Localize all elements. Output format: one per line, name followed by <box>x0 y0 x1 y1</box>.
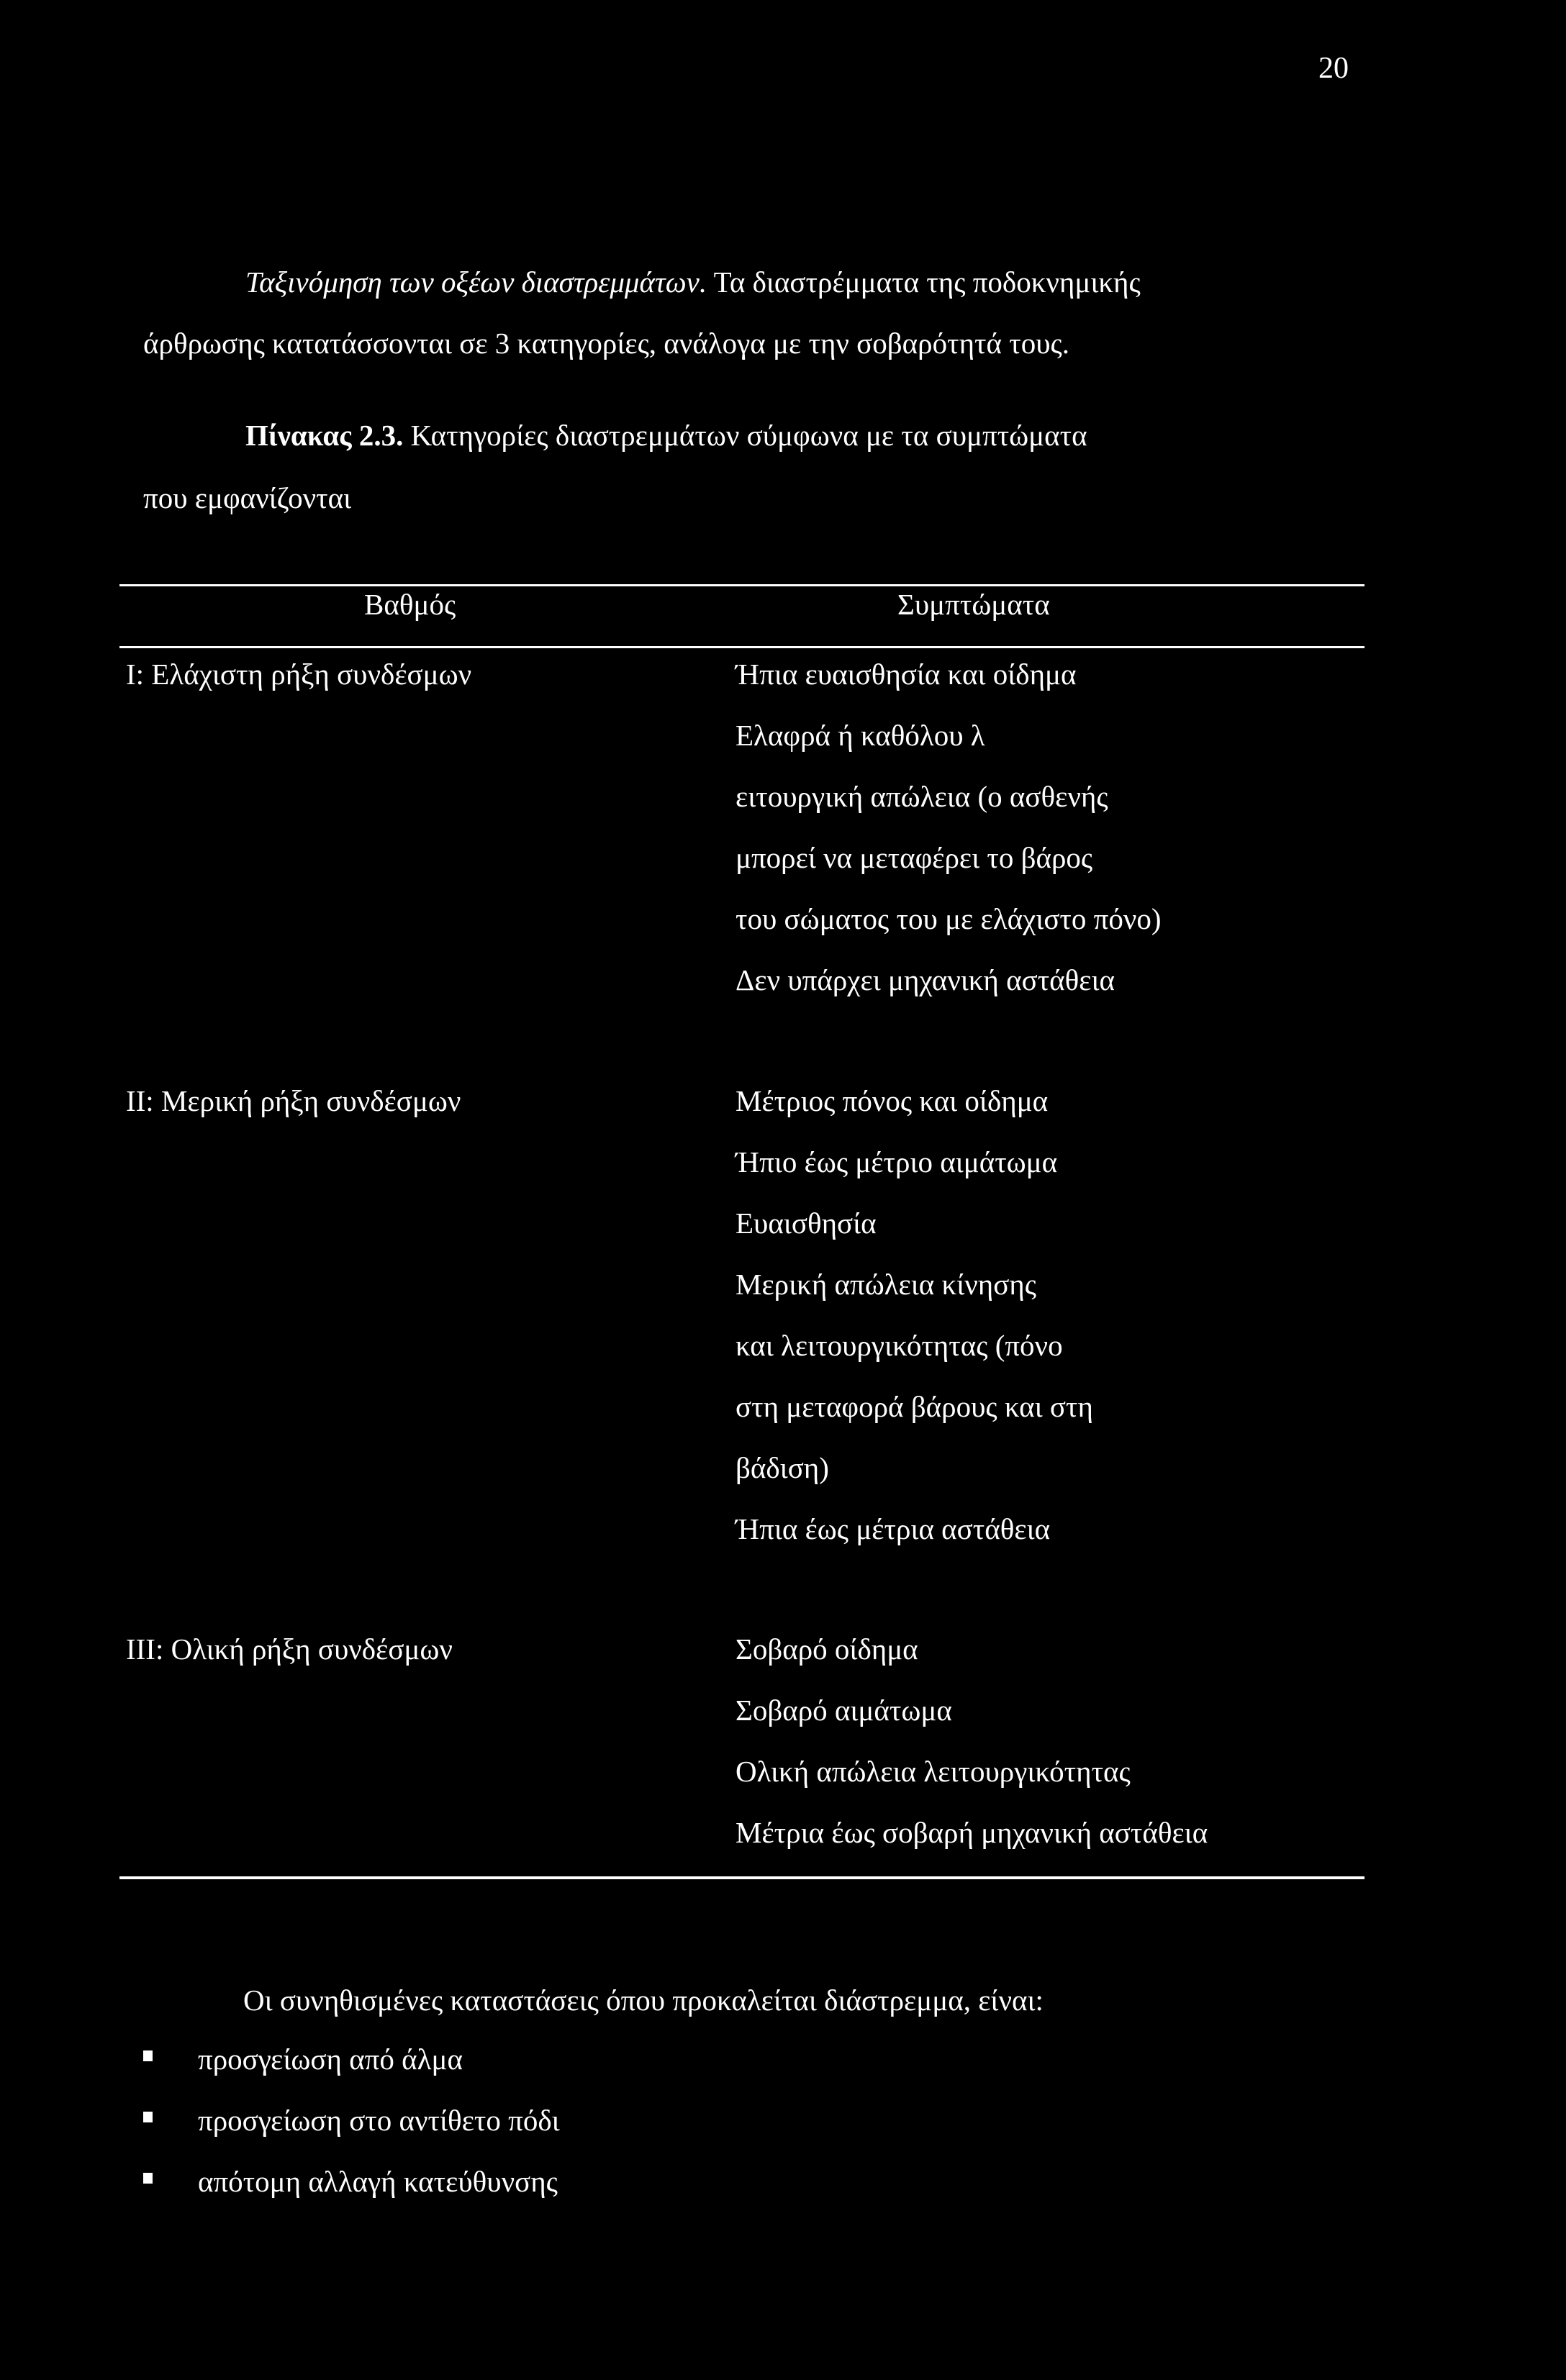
page-number: 20 <box>1318 52 1349 85</box>
symptom-line: και λειτουργικότητας (πόνο <box>736 1329 1063 1362</box>
table-header-symptoms: Συμπτώματα <box>897 588 1050 621</box>
symptom-line: του σώματος του με ελάχιστο πόνο) <box>736 902 1162 935</box>
square-bullet-icon <box>143 2050 153 2061</box>
intro-italic-lead: Ταξινόμηση των οξέων διαστρεμμάτων. <box>245 265 707 299</box>
grade-2-label: ΙΙ: Μερική ρήξη συνδέσμων <box>126 1084 461 1117</box>
symptom-line: Ήπιο έως μέτριο αιμάτωμα <box>736 1145 1058 1178</box>
symptom-line: Σοβαρό οίδημα <box>736 1632 918 1666</box>
symptom-line: στη μεταφορά βάρους και στη <box>736 1390 1093 1423</box>
list-item-text: προσγείωση στο αντίθετο πόδι <box>198 2104 560 2137</box>
symptom-line: Ολική απώλεια λειτουργικότητας <box>736 1755 1131 1788</box>
intro-paragraph-line-1 <box>143 252 1367 313</box>
symptom-line: Ευαισθησία <box>736 1207 877 1240</box>
symptom-line: Ήπια ευαισθησία και οίδημα <box>736 658 1077 691</box>
intro-line1-rest: Τα διαστρέμματα της ποδοκνημικής <box>707 265 1141 299</box>
symptom-line: βάδιση) <box>736 1451 829 1484</box>
square-bullet-icon <box>143 2112 153 2122</box>
list-item <box>143 2045 560 2106</box>
grade-3-label: ΙΙΙ: Ολική ρήξη συνδέσμων <box>126 1632 453 1666</box>
table-caption-line-1 <box>143 404 1367 467</box>
symptom-line: Μερική απώλεια κίνησης <box>736 1268 1036 1301</box>
grade-1-symptoms <box>736 660 1162 1027</box>
table-caption <box>143 404 1367 530</box>
intro-paragraph-line-2: άρθρωσης κατατάσσονται σε 3 κατηγορίες, ανάλογα με την σοβαρότητά τους. <box>143 327 1069 360</box>
symptom-line: ειτουργική απώλεια (ο ασθενής <box>736 780 1108 813</box>
list-item <box>143 2106 560 2167</box>
symptom-line: μπορεί να μεταφέρει το βάρος <box>736 841 1093 874</box>
table-bottom-rule <box>119 1876 1364 1879</box>
situations-list <box>143 2045 560 2228</box>
grade-2-symptoms <box>736 1086 1093 1576</box>
symptom-line: Ήπια έως μέτρια αστάθεια <box>736 1512 1051 1545</box>
list-item <box>143 2167 560 2228</box>
symptom-line: Μέτριος πόνος και οίδημα <box>736 1084 1049 1117</box>
symptom-line: Δεν υπάρχει μηχανική αστάθεια <box>736 963 1115 996</box>
symptom-line: Σοβαρό αιμάτωμα <box>736 1694 952 1727</box>
symptom-line: Ελαφρά ή καθόλου λ <box>736 719 985 752</box>
situations-intro: Οι συνηθισμένες καταστάσεις όπου προκαλείται διάστρεμμα, είναι: <box>243 1984 1044 2017</box>
table-caption-line-2: που εμφανίζονται <box>143 481 352 514</box>
table-header-rule <box>119 646 1364 648</box>
table-header-grade: Βαθμός <box>364 588 456 621</box>
grade-1-label: Ι: Ελάχιστη ρήξη συνδέσμων <box>126 658 472 691</box>
square-bullet-icon <box>143 2173 153 2184</box>
intro-paragraph <box>143 252 1367 374</box>
list-item-text: απότομη αλλαγή κατεύθυνσης <box>198 2165 558 2198</box>
table-top-rule <box>119 584 1364 586</box>
list-item-text: προσγείωση από άλμα <box>198 2043 463 2076</box>
table-caption-line1-rest: Κατηγορίες διαστρεμμάτων σύμφωνα με τα συμπτώματα <box>403 419 1087 452</box>
symptom-line: Μέτρια έως σοβαρή μηχανική αστάθεια <box>736 1816 1208 1849</box>
table-caption-label: Πίνακας 2.3. <box>245 419 404 452</box>
grade-3-symptoms <box>736 1632 1208 1879</box>
